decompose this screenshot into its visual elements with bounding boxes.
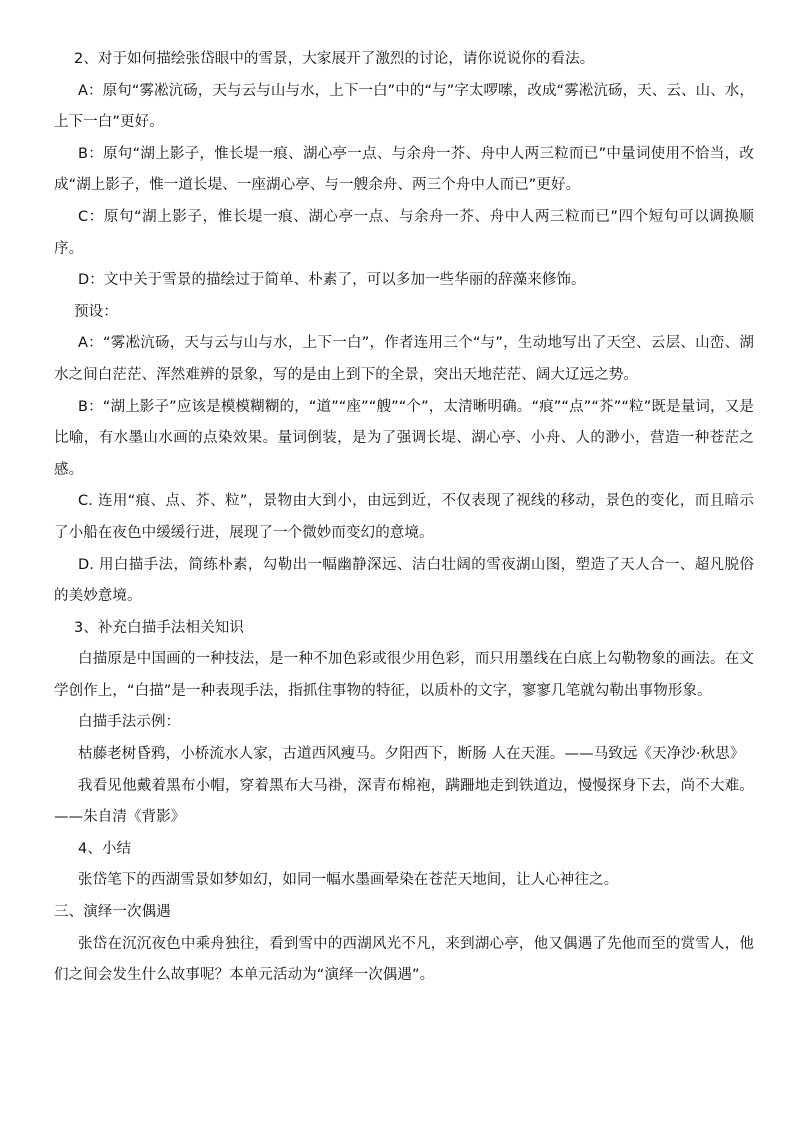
example-2: 我看见他戴着黑布小帽，穿着黑布大马褂，深青布棉袍，蹒跚地走到铁道边，慢慢探身下去，尚不大难。——朱自清《背影》: [54, 777, 754, 826]
question-2-prompt: 2、对于如何描绘张岱眼中的雪景，大家展开了激烈的讨论，请你说说你的看法。: [74, 51, 595, 67]
summary-text: 张岱笔下的西湖雪景如梦如幻，如同一幅水墨画晕染在苍茫天地间，让人心神往之。: [78, 872, 619, 889]
question-3-title: 3、补充白描手法相关知识: [74, 619, 244, 636]
option-c: C：原句“湖上影子，惟长堤一痕、湖心亭一点、与余舟一芥、舟中人两三粒而已”四个短句可以调换顺序。: [54, 208, 754, 257]
answer-a: A：“雾凇沆砀，天与云与山与水，上下一白”，作者连用三个“与”，生动地写出了天空、云层、山峦、湖水之间白茫茫、浑然难辨的景象，写的是由上到下的全景，突出天地茫茫、阔大辽远之势。: [54, 335, 754, 383]
document-body: [54, 44, 754, 992]
answer-d: D. 用白描手法，简练朴素，勾勒出一幅幽静深远、洁白壮阔的雪夜湖山图，塑造了天人合一、超凡脱俗的美妙意境。: [54, 556, 754, 605]
example-label: 白描手法示例：: [78, 714, 181, 731]
option-a: A：原句“雾凇沆砀，天与云与山与水，上下一白”中的“与”字太啰嗦，改成“雾凇沆砀，天、云、山、水，上下一白”更好。: [54, 82, 754, 131]
option-b: B：原句“湖上影子，惟长堤一痕、湖心亭一点、与余舟一芥、舟中人两三粒而已”中量词使用不恰当，改成“湖上影子，惟一道长堤、一座湖心亭、与一艘余舟、两三个舟中人而已”更好。: [54, 145, 754, 194]
question-4-title: 4、小结: [78, 840, 132, 857]
section-3-text: 张岱在沉沉夜色中乘舟独往，看到雪中的西湖风光不凡，来到湖心亭，他又偶遇了先他而至的赏雪人，他们之间会发生什么故事呢？本单元活动为“演绎一次偶遇”。: [54, 935, 754, 984]
section-3-title: 三、演绎一次偶遇: [54, 904, 171, 921]
answer-b: B：“湖上影子”应该是模模糊糊的，“道”“座”“艘”“个”，太清晰明确。“痕”“点”“芥”“粒”既是量词，又是比喻，有水墨山水画的点染效果。量词倒装，是为了强调长堤、湖心亭、小舟、人的渺小，营造一种苍茫之感。: [54, 398, 754, 478]
preset-label: 预设：: [74, 303, 118, 320]
baimiao-definition: 白描原是中国画的一种技法，是一种不加色彩或很少用色彩，而只用墨线在白底上勾勒物象的画法。在文学创作上，“白描”是一种表现手法，指抓住事物的特征，以质朴的文字，寥寥几笔就勾勒出事物形象。: [54, 651, 754, 699]
option-d: D：文中关于雪景的描绘过于简单、朴素了，可以多加一些华丽的辞藻来修饰。: [78, 272, 586, 289]
example-1: 枯藤老树昏鸦，小桥流水人家，古道西风瘦马。夕阳西下，断肠 人在天涯。——马致远《天净沙·秋思》: [78, 746, 745, 763]
answer-c: C. 连用“痕、点、芥、粒”，景物由大到小，由远到近，不仅表现了视线的移动，景色的变化，而且暗示了小船在夜色中缓缓行进，展现了一个微妙而变幻的意境。: [54, 493, 754, 541]
